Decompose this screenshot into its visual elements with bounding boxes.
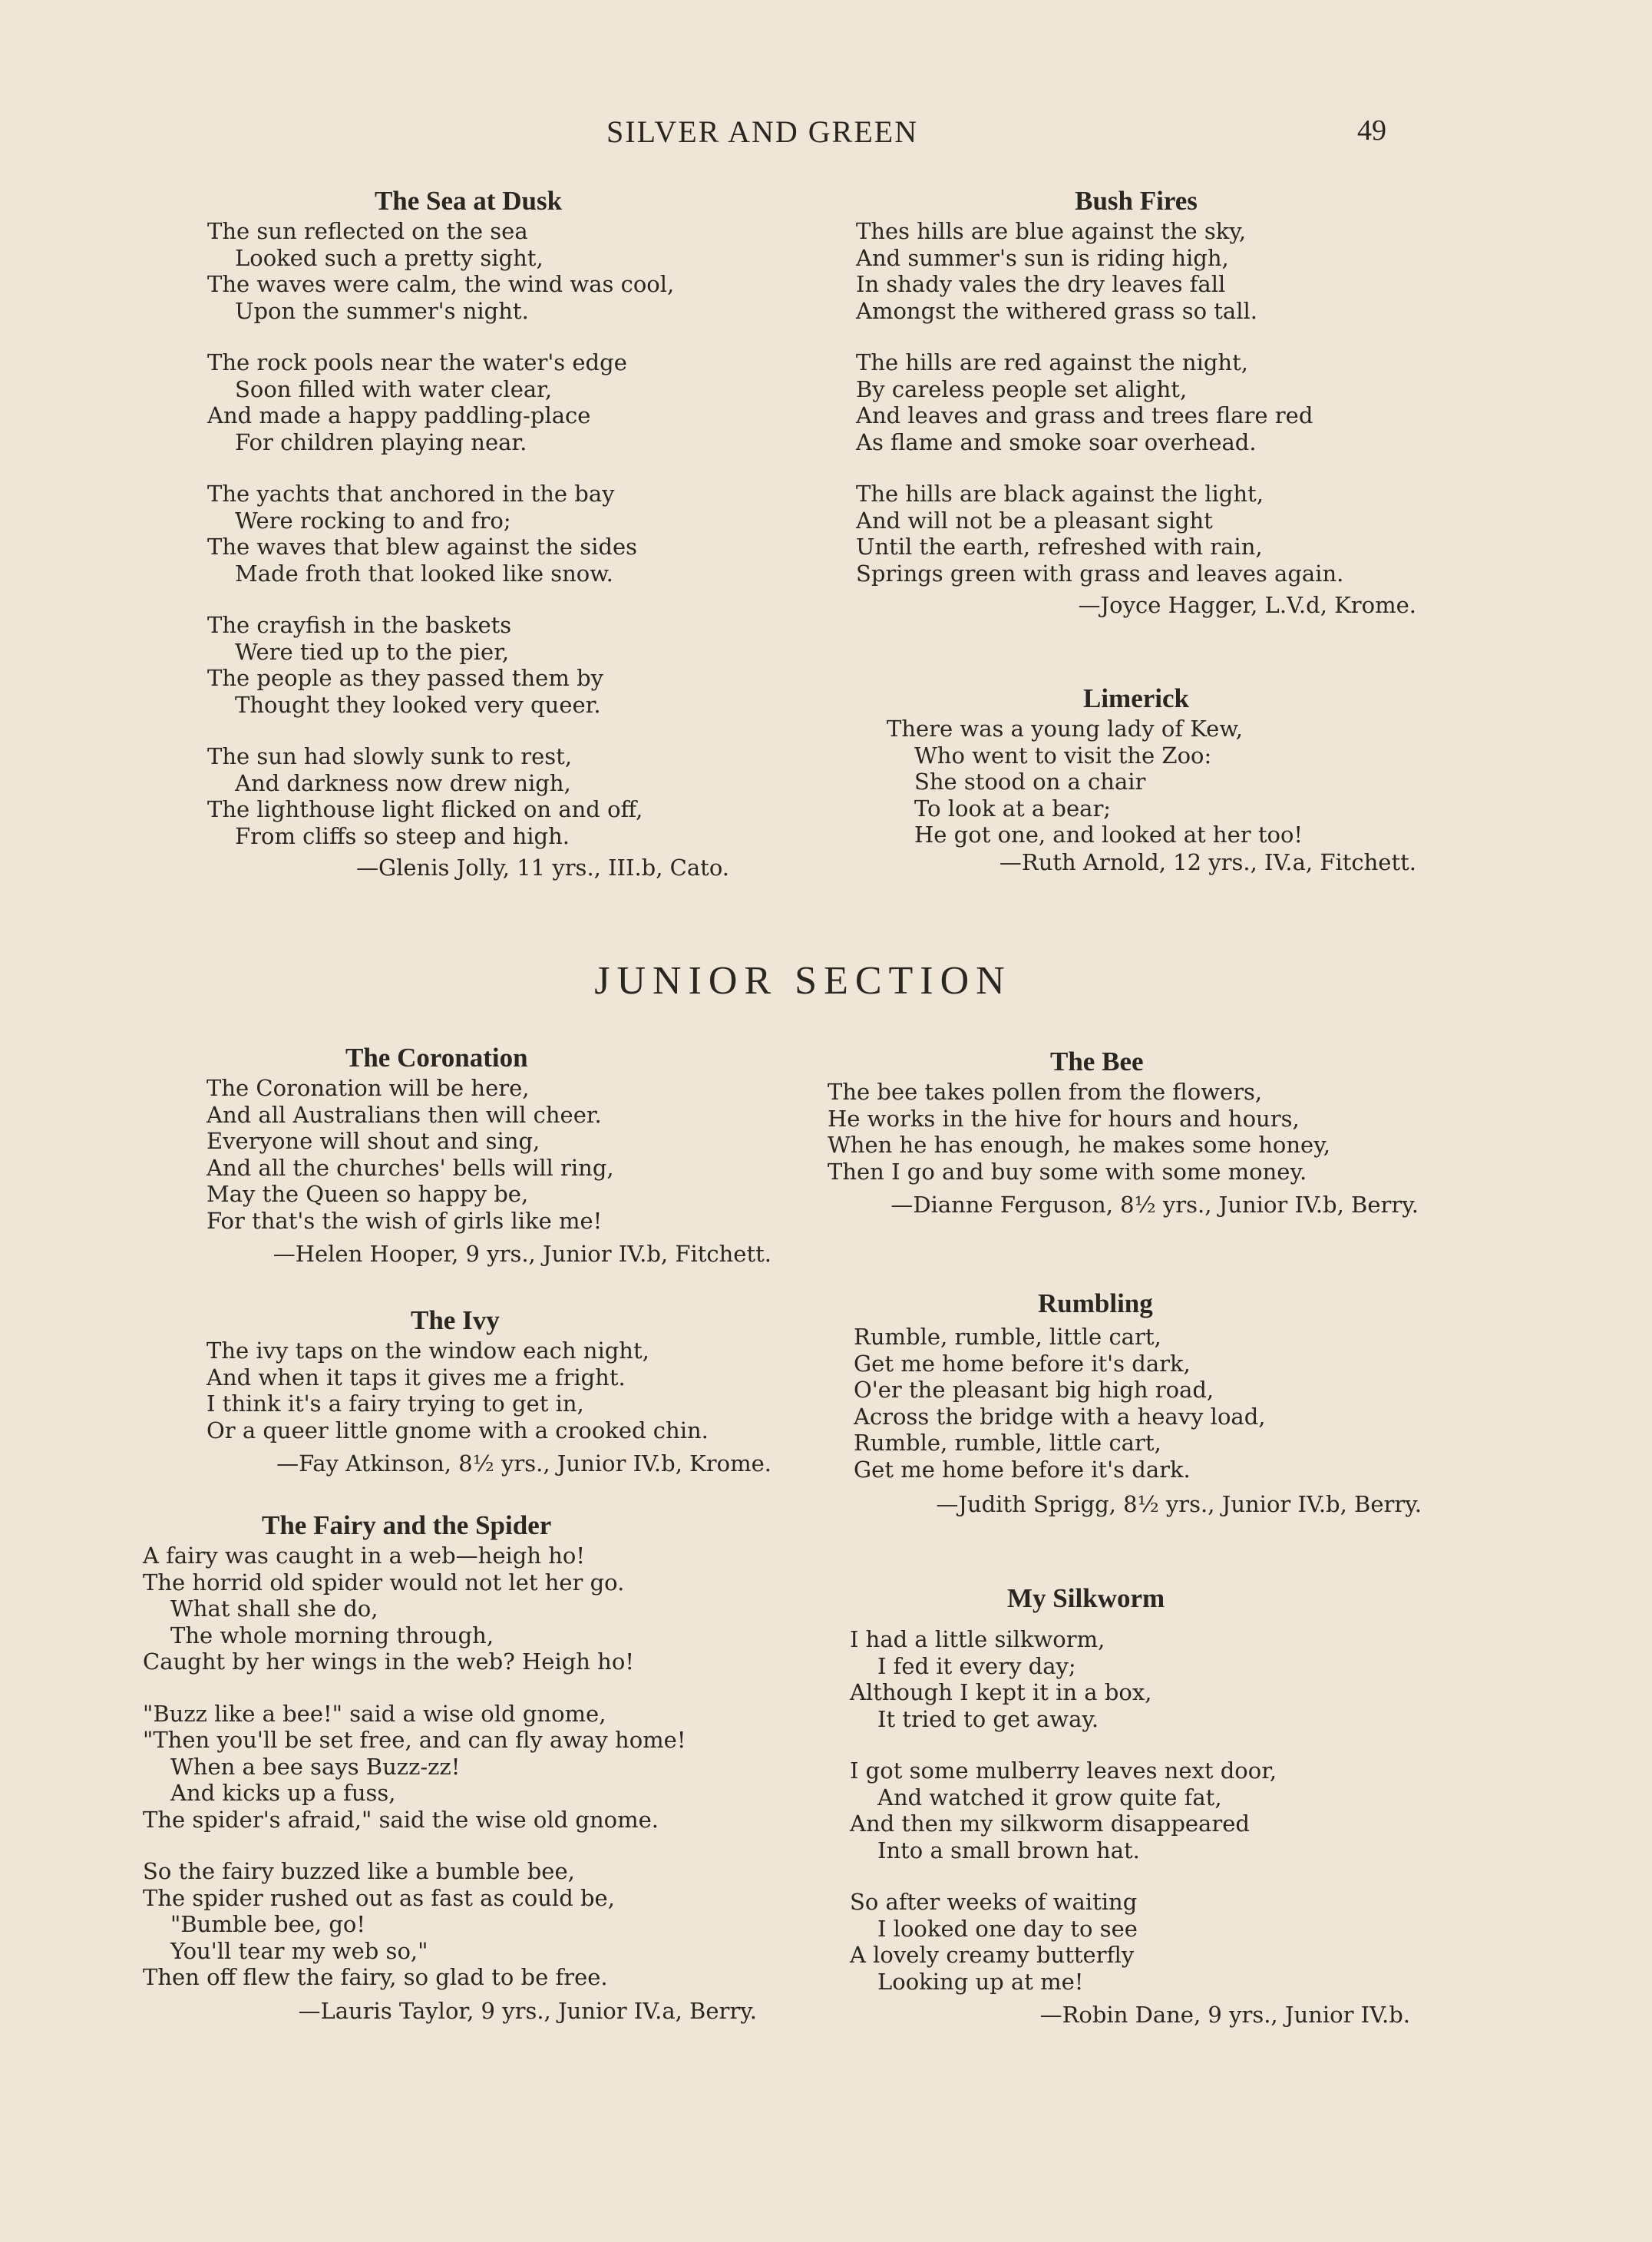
poem-line: A lovely creamy butterfly [850,1942,1135,1968]
stanza [207,612,729,718]
poem-title: The Bee [1050,1047,1144,1076]
poem-line: The Coronation will be here, [206,1075,530,1101]
stanza [828,1079,1419,1185]
poem-line: And will not be a pleasant sight [856,507,1213,534]
poem-title: My Silkworm [1007,1583,1165,1613]
author-signature: —Glenis Jolly, 11 yrs., III.b, Cato. [355,855,729,881]
poem-line: The whole morning through, [170,1622,494,1648]
poem-line: And made a happy paddling-place [207,402,591,428]
poem-line: The ivy taps on the window each night, [206,1338,649,1364]
poem-line: The bee takes pollen from the flowers, [828,1079,1263,1105]
poem-line: For children playing near. [235,428,527,455]
poem-line: The sun reflected on the sea [207,218,528,244]
poem-line: Across the bridge with a heavy load, [854,1403,1266,1430]
poem-line: I looked one day to see [877,1915,1138,1942]
author-signature: —Helen Hooper, 9 yrs., Junior IV.b, Fitchett. [273,1241,771,1267]
poem-line: And watched it grow quite fat, [877,1784,1222,1810]
poem-line: And summer's sun is riding high, [856,244,1229,271]
poem-line: The sun had slowly sunk to rest, [207,743,573,769]
author-signature: —Fay Atkinson, 8½ yrs., Junior IV.b, Krome. [276,1450,771,1476]
poem-line: "Then you'll be set free, and can fly away home! [143,1727,686,1753]
poem-line: Although I kept it in a box, [850,1679,1152,1705]
poem-line: Made froth that looked like snow. [235,560,613,587]
poem-line: Thought they looked very queer. [235,691,601,718]
poem-line: For that's the wish of girls like me! [206,1207,603,1234]
stanza [856,218,1416,324]
poem-the-ivy [203,1304,771,1477]
stanza [207,349,729,455]
poem-line: The people as they passed them by [207,665,604,691]
poem-line: Until the earth, refreshed with rain, [856,534,1263,560]
poem-line: I got some mulberry leaves next door, [850,1758,1277,1784]
stanza [207,218,729,324]
poem-line: And darkness now drew nigh, [235,769,571,796]
poem-line: As flame and smoke soar overhead. [856,428,1257,455]
stanza [143,1543,757,1675]
stanza [143,1701,757,1834]
poem-sea-at-dusk [207,184,729,881]
page-header [0,114,1652,152]
poem-title: The Fairy and the Spider [262,1510,552,1540]
stanza [850,1626,1410,1732]
poem-line: The spider rushed out as fast as could be, [143,1884,615,1911]
poem-line: The hills are black against the light, [856,481,1264,507]
poem-line: He works in the hive for hours and hours, [828,1105,1300,1132]
poem-bush-fires [856,184,1416,619]
poem-line: So after weeks of waiting [850,1889,1138,1915]
poem-title: Bush Fires [1075,186,1198,216]
poem-line: There was a young lady of Kew, [887,716,1243,742]
poem-line: Or a queer little gnome with a crooked chin. [206,1417,709,1443]
poem-line: The lighthouse light flicked on and off, [207,796,643,822]
stanza [856,481,1416,587]
poem-line: Who went to visit the Zoo: [914,742,1212,769]
poem-line: And then my silkworm disappeared [850,1810,1250,1837]
poem-line: Then off flew the fairy, so glad to be free. [143,1964,608,1990]
stanza [856,349,1416,455]
stanza [207,481,729,587]
poem-line: Soon filled with water clear, [235,375,553,402]
author-signature: —Lauris Taylor, 9 yrs., Junior IV.a, Berry. [298,1997,757,2024]
poem-title: Rumbling [1038,1288,1153,1318]
poem-line: He got one, and looked at her too! [914,822,1303,848]
poem-line: And kicks up a fuss, [170,1780,396,1806]
poem-line: To look at a bear; [914,795,1112,822]
poem-line: May the Queen so happy be, [206,1181,529,1207]
poem-line: In shady vales the dry leaves fall [856,271,1226,297]
poem-line: "Bumble bee, go! [170,1911,366,1937]
publication-title: SILVER AND GREEN [606,114,919,149]
poem-line: By careless people set alight, [856,375,1188,402]
poem-line: Were tied up to the pier, [235,638,510,665]
poem-line: The hills are red against the night, [856,349,1248,375]
poem-limerick [856,682,1416,876]
poem-line: What shall she do, [170,1596,378,1622]
poem-line: Upon the summer's night. [235,297,529,324]
poem-line: The waves were calm, the wind was cool, [207,271,675,297]
author-signature: —Judith Sprigg, 8½ yrs., Junior IV.b, Berry. [936,1491,1422,1517]
poem-line: The waves that blew against the sides [207,534,638,560]
poem-line: And leaves and grass and trees flare red [856,402,1313,428]
stanza [207,743,729,849]
author-signature: —Joyce Hagger, L.V.d, Krome. [1078,592,1416,618]
poem-line: And all the churches' bells will ring, [206,1154,614,1181]
poem-line: Then I go and buy some with some money. [828,1158,1307,1185]
section-title: JUNIOR SECTION [594,959,1012,1003]
poem-title: The Ivy [411,1305,500,1335]
poem-line: When a bee says Buzz-zz! [170,1753,461,1780]
stanza [203,1075,771,1234]
poem-line: A fairy was caught in a web—heigh ho! [143,1543,586,1569]
poem-line: Get me home before it's dark, [854,1350,1191,1377]
poem-line: Looking up at me! [877,1968,1084,1995]
author-signature: —Ruth Arnold, 12 yrs., IV.a, Fitchett. [999,848,1416,875]
poem-line: Thes hills are blue against the sky, [856,218,1247,244]
poem-my-silkworm [850,1582,1410,2029]
poem-line: The rock pools near the water's edge [207,349,627,375]
poem-line: Rumble, rumble, little cart, [854,1430,1161,1456]
page-number: 49 [1357,114,1386,147]
poem-line: The yachts that anchored in the bay [207,481,615,507]
stanza [203,1338,771,1443]
stanza [850,1889,1410,1995]
stanza [143,1858,757,1991]
poem-line: Caught by her wings in the web? Heigh ho! [143,1648,634,1675]
stanza [850,1758,1410,1863]
poem-title: Limerick [1082,683,1190,713]
poem-line: The horrid old spider would not let her go. [143,1569,625,1596]
poem-fairy-and-spider [143,1509,757,2025]
poem-line: It tried to get away. [877,1705,1099,1732]
poem-line: Rumble, rumble, little cart, [854,1324,1161,1350]
author-signature: —Dianne Ferguson, 8½ yrs., Junior IV.b, Berry. [890,1192,1419,1218]
poem-line: Get me home before it's dark. [854,1456,1191,1483]
poem-line: When he has enough, he makes some honey, [828,1132,1330,1158]
poem-line: The spider's afraid," said the wise old gnome. [143,1806,659,1833]
poem-line: "Buzz like a bee!" said a wise old gnome, [143,1700,606,1727]
poem-line: I think it's a fairy trying to get in, [206,1391,584,1417]
poem-line: So the fairy buzzed like a bumble bee, [143,1858,575,1884]
poem-line: And when it taps it gives me a fright. [206,1364,626,1391]
poem-the-coronation [203,1041,771,1268]
poem-line: Springs green with grass and leaves again. [856,560,1344,587]
poem-rumbling [854,1287,1422,1518]
poem-line: The crayfish in the baskets [207,612,512,638]
poem-line: I fed it every day; [877,1652,1076,1679]
poem-line: Everyone will shout and sing, [206,1128,540,1154]
poem-line: Were rocking to and fro; [235,507,511,534]
poem-title: The Coronation [345,1043,528,1073]
stanza [856,716,1416,848]
poem-line: O'er the pleasant big high road, [854,1377,1214,1403]
poem-line: You'll tear my web so," [170,1937,428,1964]
poem-line: And all Australians then will cheer. [206,1101,602,1128]
poem-the-bee [828,1045,1419,1219]
poem-line: I had a little silkworm, [850,1626,1105,1652]
poem-title: The Sea at Dusk [374,186,563,216]
poem-line: Amongst the withered grass so tall. [856,297,1257,324]
poem-line: Into a small brown hat. [877,1837,1140,1863]
stanza [854,1324,1422,1483]
poem-line: She stood on a chair [914,769,1146,795]
author-signature: —Robin Dane, 9 yrs., Junior IV.b. [1039,2002,1410,2028]
poem-line: Looked such a pretty sight, [235,244,544,271]
poem-line: From cliffs so steep and high. [235,822,570,849]
